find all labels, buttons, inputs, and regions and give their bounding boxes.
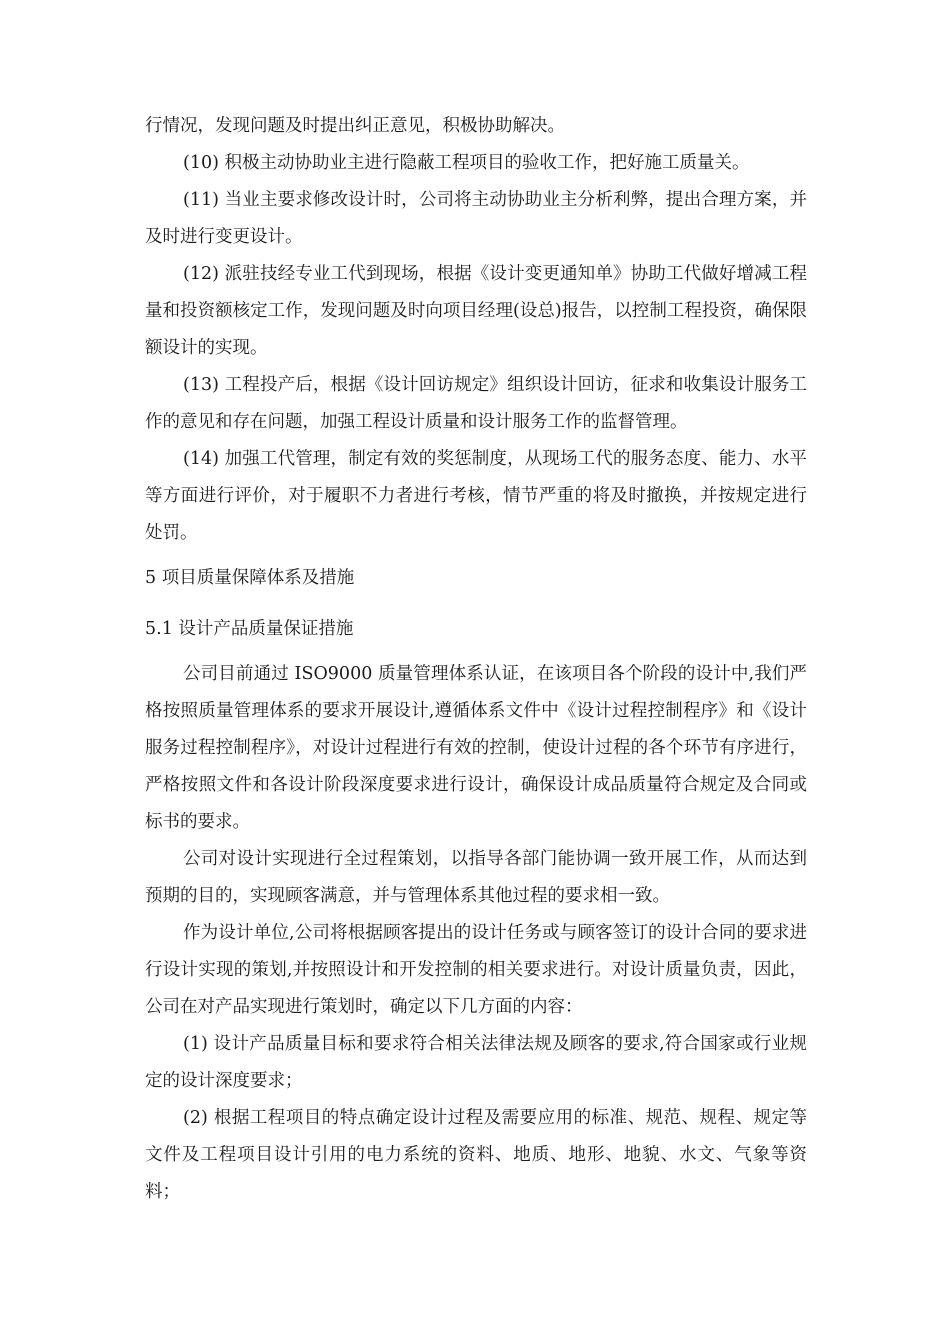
paragraph-item-11: (11) 当业主要求修改设计时，公司将主动协助业主分析利弊，提出合理方案，并及时进行变更设计。 — [145, 190, 807, 247]
paragraph-item-10: (10) 积极主动协助业主进行隐蔽工程项目的验收工作，把好施工质量关。 — [183, 153, 750, 173]
body-paragraph-3: 作为设计单位,公司将根据顾客提出的设计任务或与顾客签订的设计合同的要求进行设计实现的策划,并按照设计和开发控制的相关要求进行。对设计质量负责，因此，公司在对产品实现进行策划时，确定以下几方面的内容： — [145, 923, 807, 1017]
body-paragraph-1: 公司目前通过 ISO9000 质量管理体系认证，在该项目各个阶段的设计中,我们严格按照质量管理体系的要求开展设计,遵循体系文件中《设计过程控制程序》和《设计服务过程控制程序》，对设计过程进行有效的控制，使设计过程的各个环节有序进行，严格按照文件和各设计阶段深度要求进行设计，确保设计成品质量符合规定及合同或标书的要求。 — [145, 664, 807, 832]
section-heading-5: 5 项目质量保障体系及措施 — [145, 568, 355, 588]
paragraph-continuation: 行情况，发现问题及时提出纠正意见，积极协助解决。 — [145, 116, 565, 136]
document-body — [145, 108, 807, 1211]
section-heading-5-1: 5.1 设计产品质量保证措施 — [145, 619, 354, 639]
list-item-2: (2) 根据工程项目的特点确定设计过程及需要应用的标准、规范、规程、规定等文件及工程项目设计引用的电力系统的资料、地质、地形、地貌、水文、气象等资料； — [145, 1108, 807, 1202]
paragraph-item-13: (13) 工程投产后，根据《设计回访规定》组织设计回访，征求和收集设计服务工作的意见和存在问题，加强工程设计质量和设计服务工作的监督管理。 — [145, 375, 807, 432]
paragraph-item-12: (12) 派驻技经专业工代到现场，根据《设计变更通知单》协助工代做好增减工程量和投资额核定工作，发现问题及时向项目经理(设总)报告，以控制工程投资，确保限额设计的实现。 — [145, 264, 807, 358]
paragraph-item-14: (14) 加强工代管理，制定有效的奖惩制度，从现场工代的服务态度、能力、水平等方面进行评价，对于履职不力者进行考核，情节严重的将及时撤换，并按规定进行处罚。 — [145, 449, 807, 543]
list-item-1: (1) 设计产品质量目标和要求符合相关法律法规及顾客的要求,符合国家或行业规定的设计深度要求； — [145, 1034, 807, 1091]
body-paragraph-2: 公司对设计实现进行全过程策划，以指导各部门能协调一致开展工作，从而达到预期的目的，实现顾客满意，并与管理体系其他过程的要求相一致。 — [145, 849, 807, 906]
